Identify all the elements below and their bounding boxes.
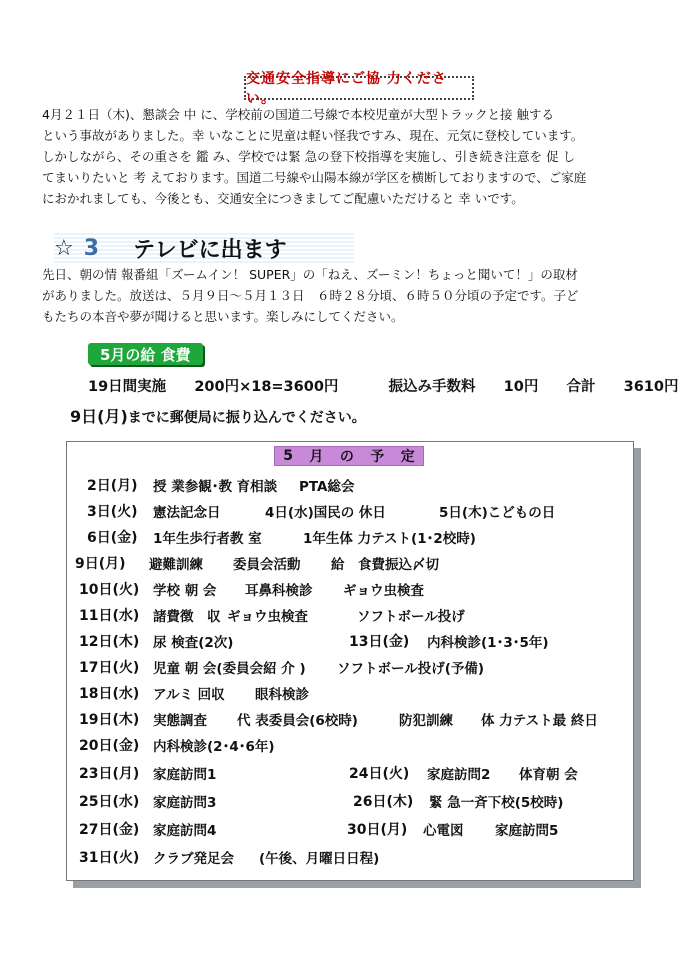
schedule-date: 24日(火) [349, 766, 410, 782]
schedule-event: 尿 検査(2次) [153, 635, 234, 651]
paragraph-line: もたちの本音や夢が聞けると思います。楽しみにしてください。 [42, 309, 404, 324]
schedule-event: PTA総会 [299, 479, 355, 495]
schedule-event: 家庭訪問4 [153, 823, 217, 839]
transfer-fee: 10円 [503, 379, 539, 395]
schedule-event: 体 力テスト最 終日 [481, 713, 598, 729]
schedule-row [67, 791, 635, 815]
schedule-row [67, 475, 635, 499]
may-schedule-box [66, 441, 634, 881]
schedule-date: 19日(木) [79, 712, 140, 728]
schedule-event: 授 業参観･教 育相談 [153, 479, 278, 495]
schedule-title-char: 月 [309, 449, 324, 465]
schedule-row [67, 735, 635, 759]
schedule-row [67, 631, 635, 655]
schedule-date: 17日(火) [79, 660, 140, 676]
schedule-event: 1年生歩行者教 室 [153, 531, 262, 547]
traffic-safety-banner [244, 71, 474, 107]
schedule-event: 実態調査 [153, 713, 207, 729]
paragraph-line: 4月２１日（木)、懇談会 中 に、学校前の国道二号線で本校児童が大型トラックと接 触する [42, 107, 555, 122]
schedule-row [67, 709, 635, 733]
schedule-event: 諸費徴 収 [153, 609, 221, 625]
paragraph-line: におかれましても、今後とも、交通安全につきましてご配慮いただけると 幸 いです。 [42, 191, 524, 206]
fee-calc: 200円×18=3600円 [194, 379, 339, 395]
schedule-event: 代 表委員会(6校時) [237, 713, 358, 729]
schedule-date: 30日(月) [347, 822, 408, 838]
payment-deadline [70, 404, 366, 427]
lunch-fee-title: 5月の給 食費 [100, 345, 191, 364]
schedule-event: 給 食費振込〆切 [331, 557, 439, 573]
schedule-row [67, 847, 635, 871]
schedule-event: 家庭訪問3 [153, 795, 217, 811]
schedule-date: 13日(金) [349, 634, 410, 650]
schedule-date: 10日(火) [79, 582, 140, 598]
schedule-row [67, 501, 635, 525]
lunch-fee-line [88, 375, 679, 396]
paragraph-line: てまいりたいと 考 えております。国道二号線や山陽本線が学区を横断しておりますので、ご家庭 [42, 170, 587, 185]
schedule-date: 9日(月) [75, 556, 126, 572]
schedule-date: 25日(水) [79, 794, 140, 810]
schedule-row [67, 657, 635, 681]
tv-section-header [54, 233, 354, 263]
schedule-row [67, 527, 635, 551]
paragraph-line: がありました。放送は、５月９日～５月１３日 ６時２８分頃、６時５０分頃の予定です。子ど [42, 288, 579, 303]
schedule-date: 27日(金) [79, 822, 140, 838]
fee-days: 19日間実施 [88, 379, 167, 395]
schedule-event: ギョウ虫検査 [227, 609, 308, 625]
section-number: 3 [83, 235, 100, 261]
schedule-event: 委員会活動 [233, 557, 301, 573]
schedule-event: 防犯訓練 [399, 713, 453, 729]
traffic-safety-paragraph [42, 104, 652, 209]
schedule-event: ソフトボール投げ(予備) [337, 661, 485, 677]
lunch-fee-label [88, 343, 203, 365]
schedule-date: 3日(火) [87, 504, 138, 520]
schedule-date: 6日(金) [87, 530, 138, 546]
deadline-date: 9日(月) [70, 407, 128, 426]
schedule-event: 1年生体 力テスト(1･2校時) [303, 531, 476, 547]
schedule-event: 心電図 [423, 823, 464, 839]
schedule-date: 20日(金) [79, 738, 140, 754]
schedule-event: 5日(木)こどもの日 [439, 505, 556, 521]
deadline-text: までに郵便局に振り込んでください。 [127, 410, 366, 426]
schedule-date: 2日(月) [87, 478, 138, 494]
schedule-title [274, 446, 424, 466]
schedule-event: 緊 急一斉下校(5校時) [429, 795, 564, 811]
schedule-event: 家庭訪問5 [495, 823, 559, 839]
tv-paragraph [42, 264, 652, 327]
schedule-date: 31日(火) [79, 850, 140, 866]
schedule-title-char: 予 [370, 449, 385, 465]
schedule-event: ギョウ虫検査 [343, 583, 424, 599]
schedule-event: 避難訓練 [149, 557, 203, 573]
schedule-row [67, 579, 635, 603]
schedule-event: (午後、月曜日日程) [259, 851, 380, 867]
schedule-event: 眼科検診 [255, 687, 309, 703]
schedule-event: クラブ発足会 [153, 851, 234, 867]
schedule-event: 憲法記念日 [153, 505, 221, 521]
schedule-title-char: 定 [400, 449, 415, 465]
star-icon: ☆ [54, 235, 74, 261]
schedule-event: 体育朝 会 [519, 767, 578, 783]
schedule-date: 18日(水) [79, 686, 140, 702]
schedule-event: アルミ 回収 [153, 687, 225, 703]
schedule-row [67, 605, 635, 629]
schedule-date: 23日(月) [79, 766, 140, 782]
schedule-event: 学校 朝 会 [153, 583, 217, 599]
schedule-row [67, 683, 635, 707]
total-amount: 3610円 [623, 379, 679, 395]
schedule-event: 内科検診(1･3･5年) [427, 635, 549, 651]
schedule-title-char: 5 [283, 448, 293, 464]
schedule-date: 11日(水) [79, 608, 140, 624]
schedule-row [67, 553, 635, 577]
paragraph-line: しかしながら、その重さを 鑑 み、学校では緊 急の登下校指導を実施し、引き続き注意を 促 し [42, 149, 576, 164]
schedule-event: ソフトボール投げ [357, 609, 465, 625]
schedule-title-char: の [339, 449, 354, 465]
section-title: テレビに出ます [133, 237, 287, 263]
schedule-date: 12日(木) [79, 634, 140, 650]
transfer-fee-label: 振込み手数料 [388, 379, 476, 395]
schedule-event: 児童 朝 会(委員会紹 介 ) [153, 661, 306, 677]
schedule-date: 26日(木) [353, 794, 414, 810]
schedule-row [67, 763, 635, 787]
paragraph-line: という事故がありました。幸 いなことに児童は軽い怪我ですみ、現在、元気に登校しています。 [42, 128, 584, 143]
schedule-event: 家庭訪問2 [427, 767, 491, 783]
paragraph-line: 先日、朝の情 報番組「ズームイン！ SUPER」の「ねえ、ズーミン！ちょっと聞いて！」の取材 [42, 267, 578, 282]
banner-title: 交通安全指導にご協 力ください。 [246, 71, 447, 107]
schedule-event: 4日(水)国民の 休日 [265, 505, 386, 521]
schedule-event: 家庭訪問1 [153, 767, 217, 783]
schedule-event: 耳鼻科検診 [245, 583, 313, 599]
schedule-event: 内科検診(2･4･6年) [153, 739, 275, 755]
total-label: 合計 [566, 379, 596, 395]
schedule-row [67, 819, 635, 843]
